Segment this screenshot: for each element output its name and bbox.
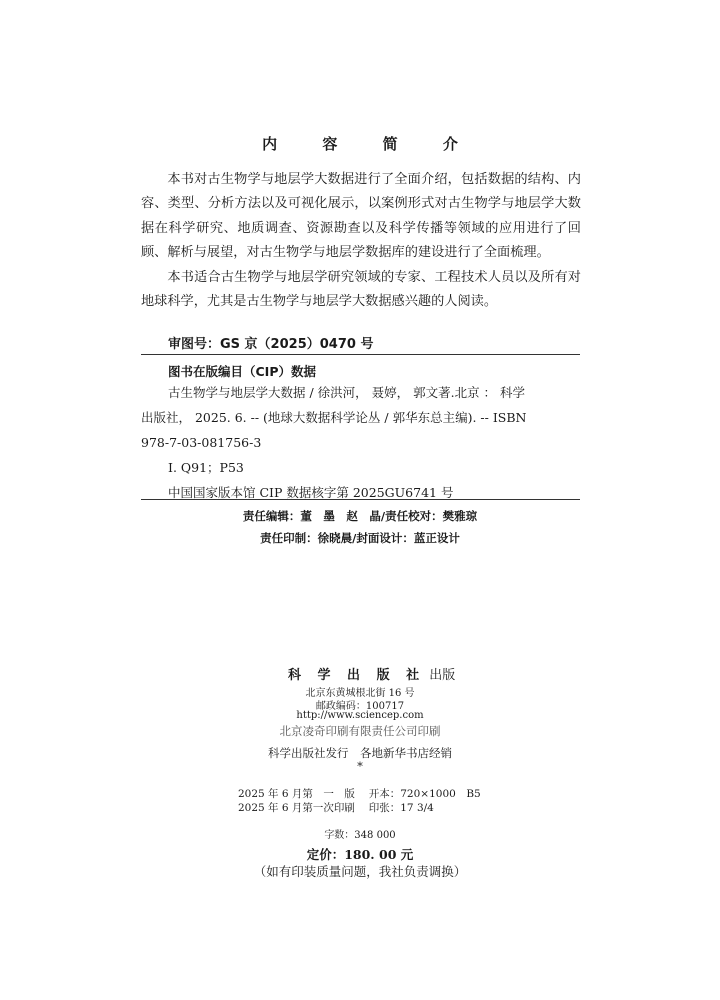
cip-record — [141, 380, 581, 505]
publisher-name: 科 学 出 版 社 — [288, 668, 426, 683]
price-note: （如有印装质量问题，我社负责调换） — [253, 864, 467, 879]
summary-text — [141, 168, 581, 314]
cip-line-1: 古生物学与地层学大数据 / 徐洪河， 聂婷， 郭文著.北京 ： 科学 — [168, 385, 526, 400]
cip-bottom-rule — [141, 499, 580, 500]
map-approval-number: 审图号：GS 京（2025）0470 号 — [168, 337, 374, 352]
cip-classification: Ⅰ. Q91；P53 — [168, 460, 244, 475]
cip-verification: 中国国家版本馆 CIP 数据核字第 2025GU6741 号 — [168, 485, 454, 500]
cip-title: 图书在版编目（CIP）数据 — [168, 364, 316, 379]
printer-line: 北京凌奇印刷有限责任公司印刷 — [279, 724, 441, 738]
publisher-publishes: 出版 — [429, 668, 456, 683]
publisher-imprint — [288, 664, 455, 683]
cip-top-rule — [141, 354, 580, 355]
summary-paragraph-2: 本书适合古生物学与地层学研究领域的专家、工程技术人员以及所有对地球科学，尤其是古生物学与地层学大数据感兴趣的人阅读。 — [141, 269, 581, 310]
distribution-line: 科学出版社发行 各地新华书店经销 — [268, 746, 452, 760]
word-count: 字数：348 000 — [324, 830, 396, 841]
publisher-address: 北京东黄城根北街 16 号 — [305, 688, 415, 699]
edition-line-1: 2025 年 6 月第 一 版 开本：720×1000 B5 — [238, 788, 481, 800]
credits-line-1: 责任编辑：董 墨 赵 晶/责任校对：樊雅琼 — [242, 509, 478, 523]
publisher-website: http://www.sciencep.com — [296, 710, 424, 721]
price: 定价：180. 00 元 — [306, 847, 414, 862]
publisher-postcode: 邮政编码：100717 — [315, 701, 405, 712]
summary-heading: 内 容 简 介 — [262, 135, 478, 153]
edition-line-2: 2025 年 6 月第一次印刷 印张：17 3/4 — [238, 802, 434, 814]
separator-star: * — [357, 759, 363, 773]
summary-paragraph-1: 本书对古生物学与地层学大数据进行了全面介绍，包括数据的结构、内容、类型、分析方法以及可视化展示，以案例形式对古生物学与地层学大数据在科学研究、地质调查、资源勘查以及科学传播等领域的应用进行了回顾、解析与展望，对古生物学与地层学数据库的建设进行了全面梳理。 — [141, 172, 581, 261]
credits-line-2: 责任印制：徐晓晨/封面设计：蓝正设计 — [260, 531, 460, 545]
cip-line-2: 出版社， 2025. 6. -- (地球大数据科学论丛 / 郭华东总主编). -- ISBN — [141, 410, 527, 425]
cip-line-3: 978-7-03-081756-3 — [141, 435, 262, 450]
